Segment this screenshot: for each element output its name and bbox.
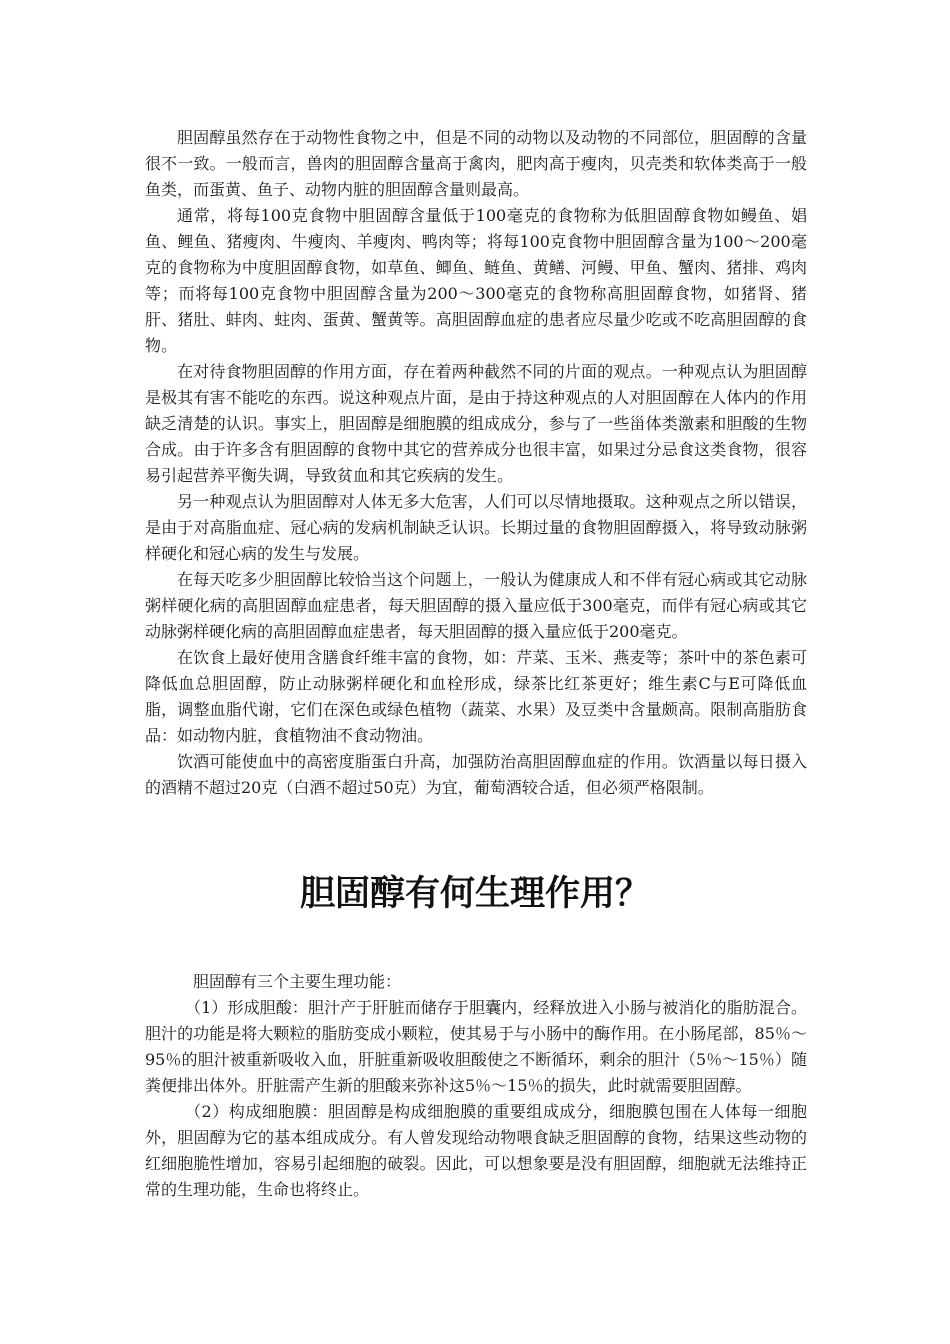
paragraph: 在每天吃多少胆固醇比较恰当这个问题上，一般认为健康成人和不伴有冠心病或其它动脉粥样硬化病的高胆固醇血症患者，每天胆固醇的摄入量应低于300毫克，而伴有冠心病或其它动脉粥样硬化病的高胆固醇血症患者，每天胆固醇的摄入量应低于200毫克。 — [145, 570, 807, 641]
paragraph: 通常，将每100克食物中胆固醇含量低于100毫克的食物称为低胆固醇食物如鳗鱼、娼鱼、鲤鱼、猪瘦肉、牛瘦肉、羊瘦肉、鸭肉等；将每100克食物中胆固醇含量为100～200毫克的食物称为中度胆固醇食物，如草鱼、鲫鱼、鲢鱼、黄鳝、河鳗、甲鱼、蟹肉、猪排、鸡肉等；而将每100克食物中胆固醇含量为200～300毫克的食物称高胆固醇食物，如猪肾、猪肝、猪肚、蚌肉、蛀肉、蛋黄、蟹黄等。高胆固醇血症的患者应尽量少吃或不吃高胆固醇的食物。 — [145, 206, 807, 355]
paragraph: 另一种观点认为胆固醇对人体无多大危害，人们可以尽情地摄取。这种观点之所以错误，是由于对高脂血症、冠心病的发病机制缺乏认识。长期过量的食物胆固醇摄入，将导致动脉粥样硬化和冠心病的发生与发展。 — [145, 492, 807, 563]
paragraph: 胆固醇虽然存在于动物性食物之中，但是不同的动物以及动物的不同部位，胆固醇的含量很不一致。一般而言，兽肉的胆固醇含量高于禽肉，肥肉高于瘦肉，贝壳类和软体类高于一般鱼类，而蛋黄、鱼子、动物内脏的胆固醇含量则最高。 — [145, 128, 807, 199]
paragraph: 在饮食上最好使用含膳食纤维丰富的食物，如：芹菜、玉米、燕麦等；茶叶中的茶色素可降低血总胆固醇，防止动脉粥样硬化和血栓形成，绿茶比红茶更好；维生素C与E可降低血脂，调整血脂代谢，它们在深色或绿色植物（蔬菜、水果）及豆类中含量颇高。限制高脂肪食品：如动物内脏，食植物油不食动物油。 — [145, 648, 807, 745]
function-item: （2）构成细胞膜：胆固醇是构成细胞膜的重要组成成分，细胞膜包围在人体每一细胞外，胆固醇为它的基本组成成分。有人曾发现给动物喂食缺乏胆固醇的食物，结果这些动物的红细胞脆性增加，容易引起细胞的破裂。因此，可以想象要是没有胆固醇，细胞就无法维持正常的生理功能，生命也将终止。 — [145, 1102, 807, 1199]
section-heading: 胆固醇有何生理作用？ — [299, 874, 650, 914]
paragraph: 饮酒可能使血中的高密度脂蛋白升高，加强防治高胆固醇血症的作用。饮酒量以每日摄入的酒精不超过20克（白酒不超过50克）为宜，葡萄酒较合适，但必须严格限制。 — [145, 752, 807, 797]
section-diet-cholesterol — [145, 125, 807, 801]
paragraph: 在对待食物胆固醇的作用方面，存在着两种截然不同的片面的观点。一种观点认为胆固醇是极其有害不能吃的东西。说这种观点片面，是由于持这种观点的人对胆固醇在人体内的作用缺乏清楚的认识。事实上，胆固醇是细胞膜的组成成分，参与了一些甾体类激素和胆酸的生物合成。由于许多含有胆固醇的食物中其它的营养成分也很丰富，如果过分忌食这类食物，很容易引起营养平衡失调，导致贫血和其它疾病的发生。 — [145, 362, 807, 485]
intro-paragraph: 胆固醇有三个主要生理功能： — [193, 972, 402, 991]
section-physiological-functions — [145, 969, 807, 1203]
function-item: （1）形成胆酸：胆汁产于肝脏而储存于胆囊内，经释放进入小肠与被消化的脂肪混合。胆汁的功能是将大颗粒的脂肪变成小颗粒，使其易于与小肠中的酶作用。在小肠尾部，85％～95％的胆汁被重新吸收入血，肝脏重新吸收胆酸使之不断循环，剩余的胆汁（5％～15％）随粪便排出体外。肝脏需产生新的胆酸来弥补这5％～15％的损失，此时就需要胆固醇。 — [145, 998, 807, 1095]
